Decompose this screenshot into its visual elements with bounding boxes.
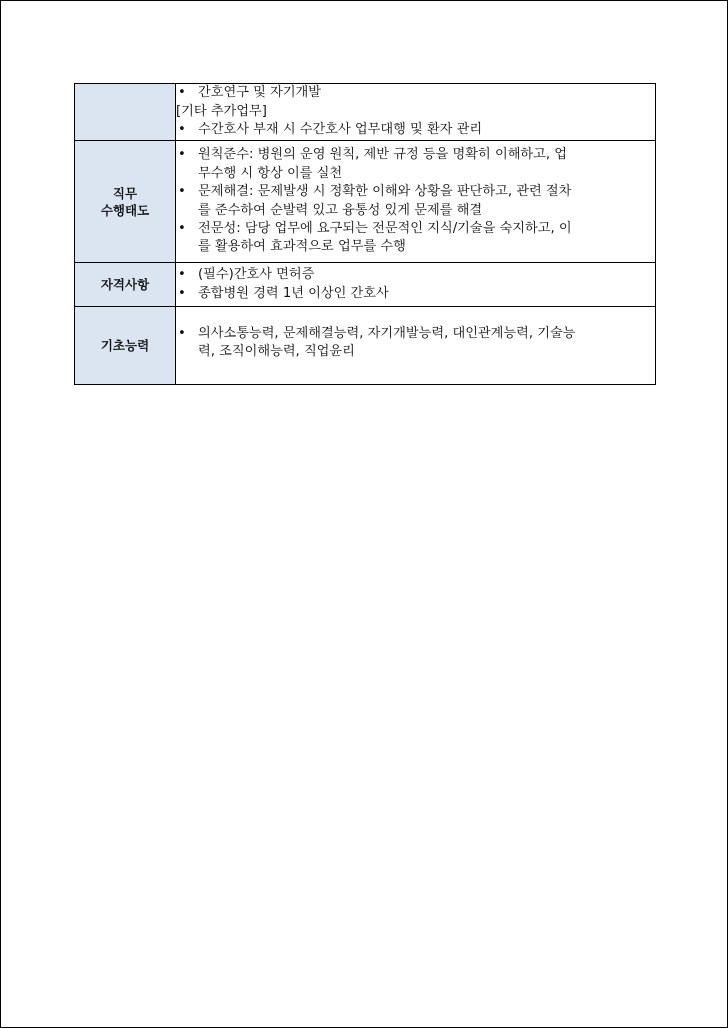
list-item [176,146,655,183]
qualification-header: 자격사항 [75,263,176,307]
list-item [176,325,655,362]
list-item [176,183,655,220]
bullet-icon: • [178,85,186,101]
list-item-text: (필수)간호사 면허증 [198,267,315,283]
list-item-text: 종합병원 경력 1년 이상인 간호사 [198,285,389,301]
section-label: [기타 추가업무] [176,103,267,119]
table-row-basic-competency [75,307,656,385]
list-item-text: 의사소통능력, 문제해결능력, 자기개발능력, 대인관계능력, 기술능 [198,326,576,341]
bullet-icon: • [178,267,186,283]
header-line: 수행태도 [100,202,150,218]
list-item-text: 간호연구 및 자기개발 [198,85,322,101]
header-line: 직무 [112,185,138,201]
table-row-continued-duties [75,84,656,141]
basic-competency-cell [176,307,656,385]
list-item-text: 력, 조직이해능력, 직업윤리 [198,344,355,360]
list-item-text: 문제해결: 문제발생 시 정확한 이해와 상황을 판단하고, 관련 절차 [198,184,572,200]
job-description-table [74,83,656,385]
bullet-icon: • [178,122,186,138]
list-item-text: 수간호사 부재 시 수간호사 업무대행 및 환자 관리 [198,122,483,138]
bullet-icon: • [178,184,186,200]
list-item-text: 를 활용하여 효과적으로 업무를 수행 [198,239,406,255]
list-item-text: 원칙준수: 병원의 운영 원칙, 제반 규정 등을 명확히 이해하고, 업 [198,147,568,163]
list-item-text: 전문성: 담당 업무에 요구되는 전문적인 지식/기술을 숙지하고, 이 [198,220,572,236]
qualification-cell [176,263,656,307]
list-item [176,266,655,284]
list-item [176,84,655,102]
table-row-qualification [75,263,656,307]
empty-header-cell [75,84,176,141]
list-item-text: 무수행 시 항상 이를 실천 [198,165,343,181]
list-item [176,220,655,257]
continued-duties-cell [176,84,656,141]
list-item [176,285,655,303]
bullet-icon: • [178,147,186,163]
bullet-icon: • [178,285,186,301]
job-attitude-cell [176,141,656,263]
list-item [176,121,655,139]
bullet-icon: • [178,220,186,236]
table-row-job-attitude [75,141,656,263]
list-item-text: 를 준수하여 순발력 있고 융통성 있게 문제를 해결 [198,202,483,218]
job-attitude-header [75,141,176,263]
basic-competency-header: 기초능력 [75,307,176,385]
bullet-icon: • [178,326,186,341]
